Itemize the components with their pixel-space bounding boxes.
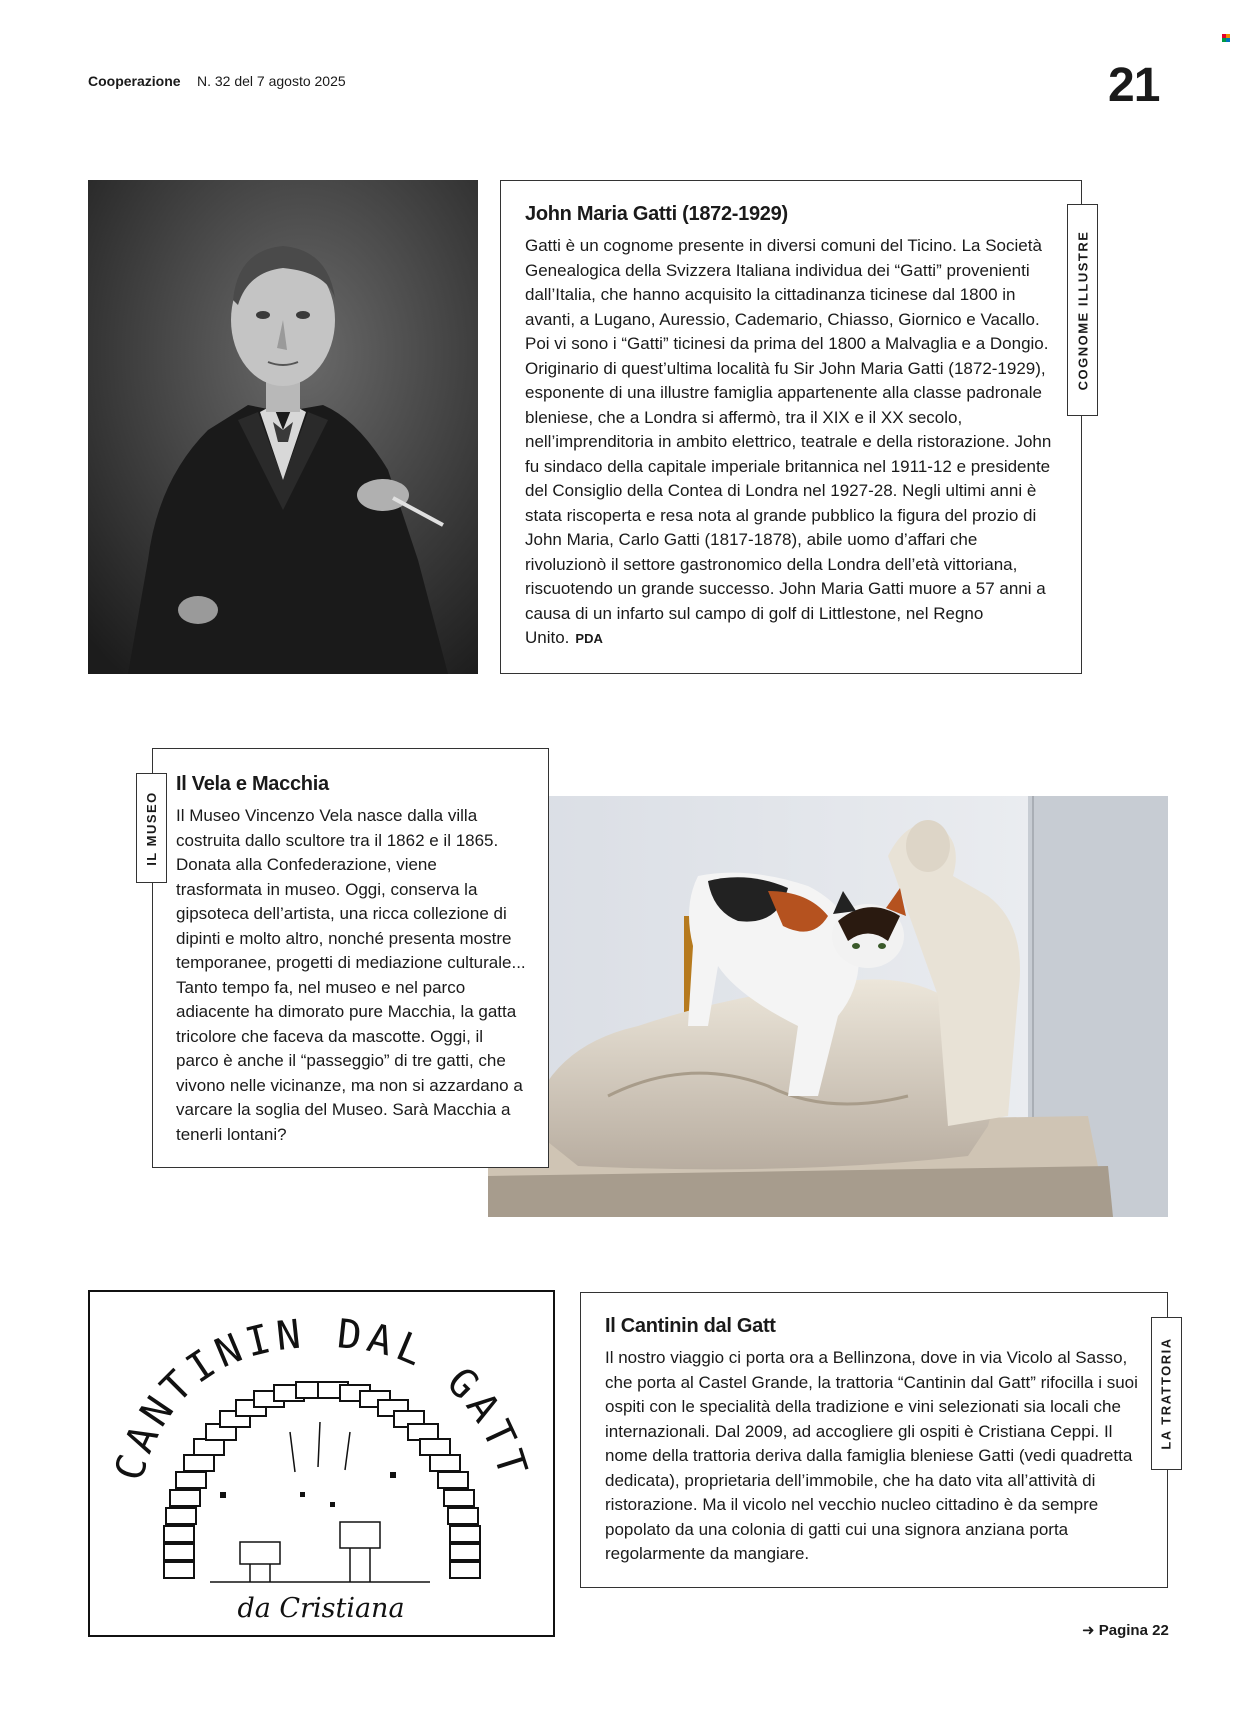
museo-article-box <box>152 748 549 1168</box>
publication-name: Cooperazione <box>88 73 181 89</box>
brand-mark-icon <box>1222 34 1230 42</box>
issue-date: N. 32 del 7 agosto 2025 <box>197 73 346 89</box>
page-number: 21 <box>1108 59 1160 112</box>
trattoria-body: Il nostro viaggio ci porta ora a Bellinzona, dove in via Vicolo al Sasso, che porta al Castel Grande, la trattoria “Cantinin dal Gatt” rifocilla i suoi ospiti con le specialità della tradizione e vini selezionati sia locali che internazionali. Dal 2009, ad accogliere gli ospiti è Cristiana Ceppi. Il nome della trattoria deriva dalla famiglia bleniese Gatti (vedi quadretta dedicata), proprietaria dell’immobile, che ha dato vita all’attività di ristorazione. Ma il vicolo nel vecchio nucleo cittadino è da sempre popolato da una colonia di gatti cui una signora anziana porta regolarmente da mangiare. <box>605 1348 1138 1563</box>
category-label: COGNOME ILLUSTRE <box>1075 230 1090 390</box>
gatti-title: John Maria Gatti (1872-1929) <box>525 203 788 225</box>
continue-link[interactable] <box>1082 1621 1169 1639</box>
gatti-body-text: Gatti è un cognome presente in diversi comuni del Ticino. La Società Genealogica della Svizzera Italiana individua dei “Gatti” provenienti dall’Italia, che hanno acquisito la cittadinanza ticinese dal 1800 in avanti, a Lugano, Auressio, Cademario, Chiasso, Giornico e Vacallo. Poi vi sono i “Gatti” ticinesi da prima del 1800 a Malvaglia e a Dongio. Originario di quest’ultima località fu Sir John Maria Gatti (1872-1929), esponente di una illustre famiglia appartenente alla classe padronale bleniese, che a Londra si affermò, tra il XIX e il XX secolo, nell’imprenditoria in ambito elettrico, teatrale e della ristorazione. John fu sindaco della capitale imperiale britannica nel 1911-12 e presidente del Consiglio della Contea di Londra nel 1927-28. Negli ultimi anni è stata riscoperta e resa nota al grande pubblico la figura del prozio di John Maria, Carlo Gatti (1817-1878), abile uomo d’affari che rivoluzionò il settore gastronomico della Londra dell’età vittoriana, riscuotendo un grande successo. John Maria Gatti muore a 57 anni a causa di un infarto sul campo di golf di Littlestone, nel Regno Unito. <box>525 236 1052 647</box>
continue-page-label: Pagina 22 <box>1098 1622 1169 1639</box>
category-label: LA TRATTORIA <box>1159 1337 1175 1450</box>
category-tab-museo <box>136 773 167 883</box>
portrait-photo <box>88 180 478 674</box>
gatti-article-box <box>500 180 1082 674</box>
trattoria-logo <box>90 1292 553 1635</box>
arrow-right-icon: ➜ <box>1082 1622 1095 1639</box>
museo-body: Il Museo Vincenzo Vela nasce dalla villa costruita dallo scultore tra il 1862 e il 1865. Donata alla Confederazione, viene trasformata in museo. Oggi, conserva la gipsoteca dell’artista, una ricca collezione di dipinti e molto altro, nonché presenta mostre temporanee, progetti di mediazione culturale... Tanto tempo fa, nel museo e nel parco adiacente ha dimorato pure Macchia, la gatta tricolore che faceva da mascotte. Oggi, il parco è anche il “passeggio” di tre gatti, che vivono nelle vicinanze, ma non si azzardano a varcare la soglia del Museo. Sarà Macchia a tenerli lontani? <box>176 806 526 1144</box>
category-label: IL MUSEO <box>144 790 160 866</box>
museum-cat-photo <box>488 796 1168 1217</box>
category-tab-cognome <box>1067 204 1098 416</box>
trattoria-logo-box <box>88 1290 555 1637</box>
museo-title: Il Vela e Macchia <box>176 773 329 795</box>
trattoria-title: Il Cantinin dal Gatt <box>605 1315 776 1337</box>
author-signature: PDA <box>575 631 603 646</box>
trattoria-logo-subtitle: da Cristiana <box>237 1593 405 1624</box>
trattoria-article-box <box>580 1292 1168 1588</box>
gatti-body <box>525 234 1053 652</box>
category-tab-trattoria <box>1151 1317 1182 1470</box>
trattoria-logo-text: CANTININ DAL GATT <box>106 1310 537 1487</box>
